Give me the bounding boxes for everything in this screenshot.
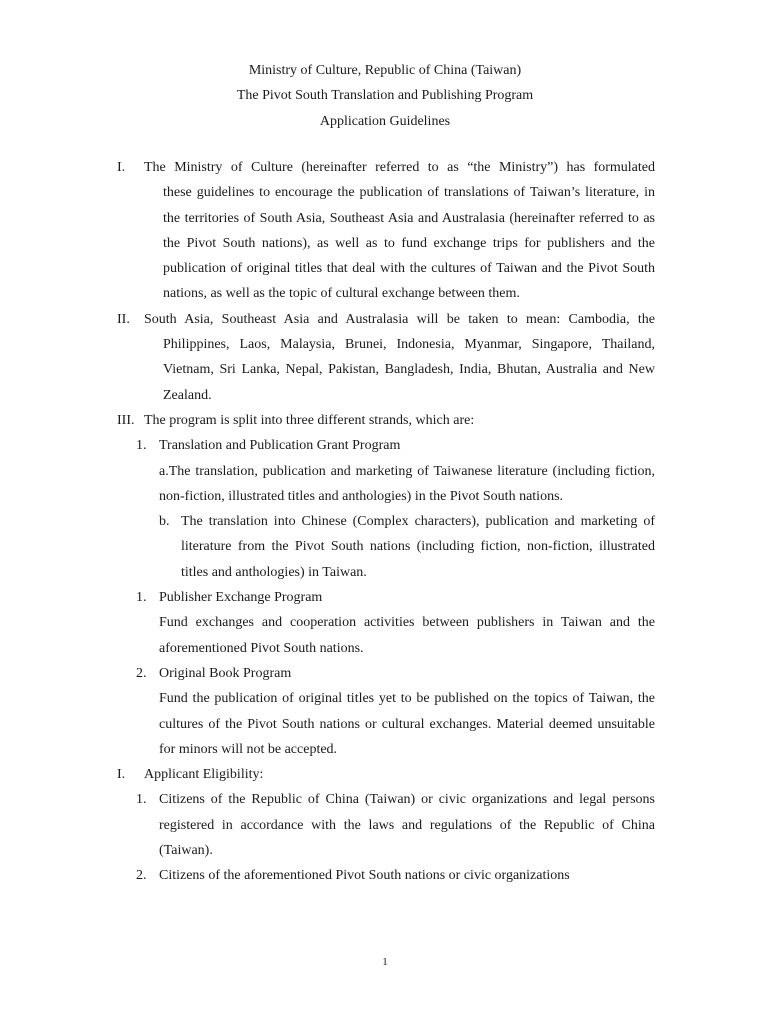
header-title: Application Guidelines	[319, 113, 451, 129]
section-number: III.	[117, 412, 135, 428]
section-strands	[117, 408, 655, 433]
document-body	[117, 155, 655, 889]
section-text: Philippines, Laos, Malaysia, Brunei, Indonesia, Myanmar, Singapore, Thailand, Vietnam, Sri Lanka, Nepal, Pakistan, Bangladesh, India, Bhutan, Australia and New Zealand.	[163, 337, 655, 403]
sub-list-item	[117, 459, 655, 510]
page-number: 1	[382, 956, 388, 968]
list-item-description: Fund the publication of original titles yet to be published on the topics of Taiwan, the cultures of the Pivot South nations or cultural exchanges. Material deemed unsuitable for minors will not be accepted.	[159, 691, 655, 757]
list-item-description: Fund exchanges and cooperation activities between publishers in Taiwan and the aforementioned Pivot South nations.	[159, 615, 655, 656]
list-number: 2.	[136, 665, 147, 681]
list-item-text: Citizens of the aforementioned Pivot South nations or civic organizations	[159, 868, 570, 884]
section-regions	[117, 307, 655, 408]
list-item-title: Translation and Publication Grant Program	[159, 438, 401, 454]
section-eligibility	[117, 762, 655, 787]
section-text-first-line: The Ministry of Culture (hereinafter referred to as “the Ministry”) has formulated	[144, 160, 655, 175]
sub-list-item	[117, 509, 655, 585]
sub-list-text: The translation, publication and marketing of Taiwanese literature (including fiction, non-fiction, illustrated titles and anthologies) in the Pivot South nations.	[159, 463, 655, 504]
list-item	[117, 787, 655, 863]
sub-list-text: The translation into Chinese (Complex characters), publication and marketing of literature from the Pivot South nations (including fiction, non-fiction, illustrated titles and anthologies) in Taiwan.	[181, 514, 655, 580]
list-number: 2.	[136, 868, 147, 884]
list-item-title: Original Book Program	[159, 665, 292, 681]
header-program: The Pivot South Translation and Publishing Program	[236, 88, 534, 104]
list-number: 1.	[136, 438, 147, 454]
list-item-text: Citizens of the Republic of China (Taiwan) or civic organizations and legal persons registered in accordance with the laws and regulations of the Republic of China (Taiwan).	[159, 792, 655, 859]
section-text: Applicant Eligibility:	[144, 767, 264, 783]
section-number: I.	[117, 160, 126, 175]
section-number: I.	[117, 767, 126, 783]
section-number: II.	[117, 311, 130, 327]
sub-list-letter: b.	[159, 514, 170, 530]
section-text: these guidelines to encourage the publication of translations of Taiwan’s literature, in the territories of South Asia, Southeast Asia and Australasia (hereinafter referred to as the Pivot South nations), as well as to fund exchange trips for publishers and the publication of original titles that deal with the cultures of Taiwan and the Pivot South nations, as well as the topic of cultural exchange between them.	[163, 185, 655, 302]
list-number: 1.	[136, 792, 147, 808]
sub-list-letter: a.	[159, 463, 169, 479]
list-item	[117, 661, 655, 686]
document-header	[0, 58, 770, 134]
section-purpose	[117, 155, 655, 307]
list-number: 1.	[136, 590, 147, 606]
list-item	[117, 863, 655, 888]
list-item-title: Publisher Exchange Program	[159, 590, 323, 606]
section-text-first-line: South Asia, Southeast Asia and Australasia will be taken to mean: Cambodia, the	[144, 311, 655, 327]
header-ministry: Ministry of Culture, Republic of China (Taiwan)	[248, 63, 522, 78]
list-item	[117, 585, 655, 610]
section-text: The program is split into three different strands, which are:	[144, 412, 475, 428]
list-item	[117, 433, 655, 458]
